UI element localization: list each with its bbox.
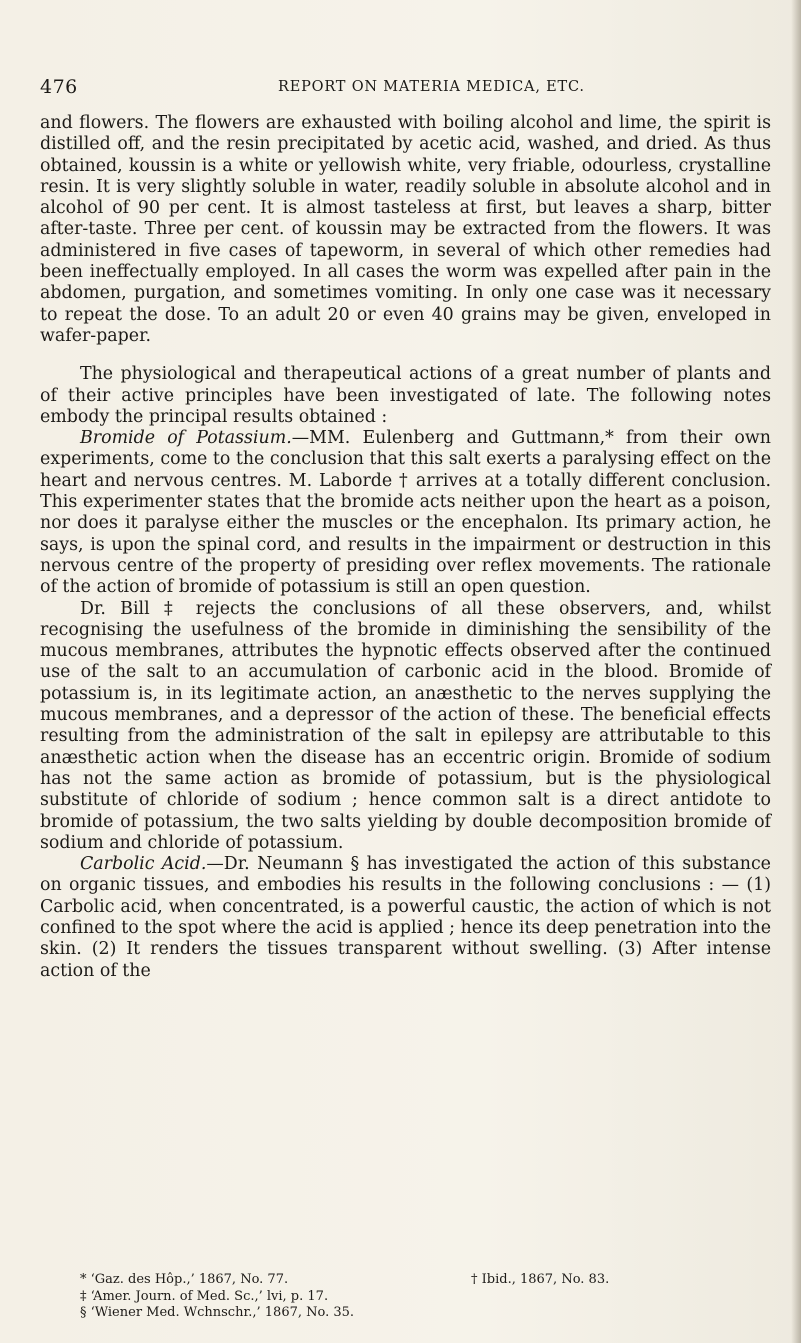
paragraph-bromide-text: —MM. Eulenberg and Guttmann,* from their own experiments, come to the conclusion that this salt exerts a paralysing effect on the heart and nervous centres. M. Laborde † arrives at a totally different conclusion. This experimenter states that the bromide acts neither upon the heart as a poison, nor does it paralyse either the muscles or the encephalon. Its primary action, he says, is upon the spinal cord, and results in the impairment or destruction in this nervous centre of the property of presiding over reflex movements. The rationale of the action of bromide of potassium is still an open question. [40,428,771,598]
section-title-carbolic: Carbolic Acid. [80,854,207,875]
paragraph-carbolic [40,854,771,982]
footnote-3: ‡ ‘Amer. Journ. of Med. Sc.,’ lvi, p. 17. [80,1288,329,1304]
page-header [40,76,770,100]
body-text [40,113,771,982]
paragraph-bill: Dr. Bill ‡ rejects the conclusions of all these observers, and, whilst recognising the usefulness of the bromide in diminishing the sensibility of the mucous membranes, attributes the hypnotic effects observed after the continued use of the salt to an accumulation of carbonic acid in the blood. Bromide of potassium is, in its legitimate action, an anæsthetic to the nerves supplying the mucous membranes, and a depressor of the action of these. The beneficial effects resulting from the administration of the salt in epilepsy are attributable to this anæsthetic action when the disease has an eccentric origin. Bromide of sodium has not the same action as bromide of potassium, but is the physiological substitute of chloride of sodium ; hence common salt is a direct antidote to bromide of potassium, the two salts yielding by double decomposition bromide of sodium and chloride of potassium. [40,598,771,853]
footnote-1: * ‘Gaz. des Hôp.,’ 1867, No. 77. [80,1272,289,1287]
footnote-4: § ‘Wiener Med. Wchnschr.,’ 1867, No. 35. [80,1305,355,1320]
section-title-bromide: Bromide of Potassium. [80,428,292,449]
paragraph-intro: The physiological and therapeutical actions of a great number of plants and of their active principles have been investigated of late. The following notes embody the principal results obtained : [40,364,771,427]
running-head: REPORT ON MATERIA MEDICA, ETC. [278,79,585,95]
paragraph-carbolic-text: —Dr. Neumann § has investigated the action of this substance on organic tissues, and embodies his results in the following conclusions : — (1) Carbolic acid, when concentrated, is a powerful caustic, the action of which is not confined to the spot where the acid is applied ; hence its deep penetration into the skin. (2) It renders the tissues transparent without swelling. (3) After intense action of the [40,854,771,981]
paragraph-bromide [40,428,771,598]
page-edge-shadow [791,0,801,1343]
footnotes [40,1272,771,1322]
paragraph-koussin: and flowers. The flowers are exhausted with boiling alcohol and lime, the spirit is distilled off, and the resin precipitated by acetic acid, washed, and dried. As thus obtained, koussin is a white or yellowish white, very friable, odourless, crystalline resin. It is very slightly soluble in water, readily soluble in absolute alcohol and in alcohol of 90 per cent. It is almost tasteless at first, but leaves a sharp, bitter after-taste. Three per cent. of koussin may be extracted from the flowers. It was administered in five cases of tapeworm, in several of which other remedies had been ineffectually employed. In all cases the worm was expelled after pain in the abdomen, purgation, and sometimes vomiting. In only one case was it necessary to repeat the dose. To an adult 20 or even 40 grains may be given, enveloped in wafer-paper. [40,113,771,346]
footnote-2: † Ibid., 1867, No. 83. [471,1272,610,1287]
page-number: 476 [40,76,78,98]
